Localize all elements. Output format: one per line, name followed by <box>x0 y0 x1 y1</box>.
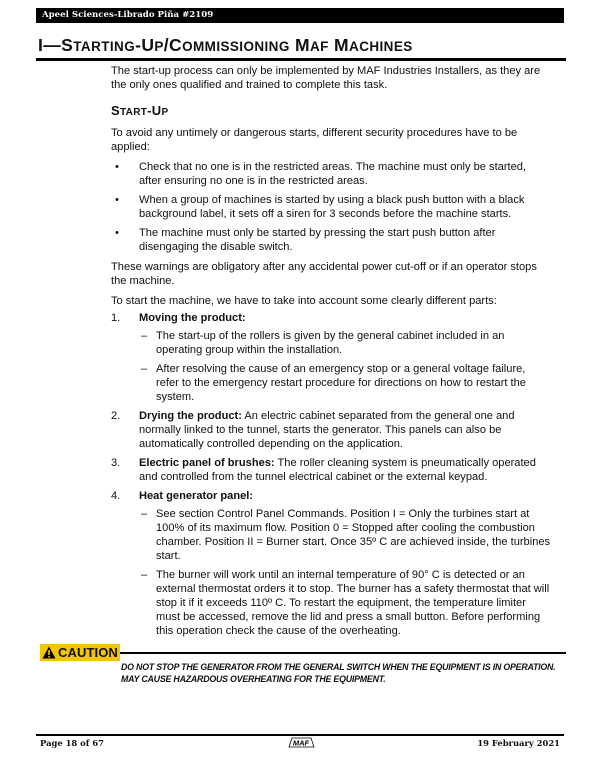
bullet-item: • When a group of machines is started by using a black push button with a black background label, it sets off a siren for 3 seconds before the machine starts. <box>111 193 551 221</box>
caution-line: MAY CAUSE HAZARDOUS OVERHEATING FOR THE EQUIPMENT. <box>121 674 386 684</box>
item-text: An electric cabinet separated from the general one and normally linked to the tunnel, starts the generator. This panels can also be automatically controlled depending on the application. <box>139 410 515 450</box>
numbered-list <box>111 311 551 638</box>
caution-rule <box>120 652 566 654</box>
page-number: Page 18 of 67 <box>40 738 104 748</box>
footer-date: 19 February 2021 <box>477 738 560 748</box>
bullet-item: • Check that no one is in the restricted areas. The machine must only be started, after ensuring no one is in the restricted areas. <box>111 160 551 188</box>
item-title: Heat generator panel: <box>139 490 254 502</box>
list-item-2 <box>111 409 551 451</box>
section-heading: START-UP <box>111 103 169 118</box>
item-text: The roller cleaning system is pneumatically operated and controlled from the tunnel electrical cabinet or the external keypad. <box>139 457 536 483</box>
title-rule <box>36 58 566 61</box>
sub-item: – The start-up of the rollers is given by the general cabinet included in an operating group within the installation. <box>139 329 551 357</box>
caution-text: CAUTION <box>58 645 118 660</box>
maf-logo <box>287 736 315 748</box>
document-body <box>111 64 551 643</box>
item-title: Moving the product: <box>139 312 246 324</box>
header-text: Apeel Sciences-Librado Piña #2109 <box>42 10 214 20</box>
sub-list <box>139 329 551 404</box>
item-title: Electric panel of brushes: <box>139 457 275 469</box>
item-number: 2. <box>111 410 121 422</box>
list-item-4 <box>111 489 551 638</box>
sub-list <box>139 507 551 638</box>
caution-line: DO NOT STOP THE GENERATOR FROM THE GENERAL SWITCH WHEN THE EQUIPMENT IS IN OPERATION. <box>121 662 556 672</box>
list-item-1 <box>111 311 551 404</box>
bullet-list <box>111 160 551 254</box>
intro-paragraph: The start-up process can only be implemented by MAF Industries Installers, as they are the only ones qualified and trained to complete this task. <box>111 65 541 91</box>
bullet-item: • The machine must only be started by pressing the start push button after disengaging the disable switch. <box>111 226 551 254</box>
list-item-3 <box>111 456 551 484</box>
item-number: 4. <box>111 490 121 502</box>
section-lead: To avoid any untimely or dangerous starts, different security procedures have to be applied: <box>111 127 518 153</box>
title-text: I—STARTING-UP/COMMISSIONING MAF MACHINES <box>38 35 413 55</box>
logo-text: MAF <box>292 738 310 748</box>
paragraph-parts: To start the machine, we have to take into account some clearly different parts: <box>111 295 497 307</box>
sub-item: – See section Control Panel Commands. Position I = Only the turbines start at 100% of its maximum flow. Position 0 = Stopped after cooling the combustion chamber. Position II = Burner start. Once 35º C are achieved inside, the turbines start. <box>139 507 551 563</box>
caution-label <box>40 644 120 661</box>
document-header <box>36 8 564 23</box>
caution-message <box>121 661 561 685</box>
item-title: Drying the product: <box>139 410 242 422</box>
page-title <box>38 35 568 57</box>
paragraph-warnings: These warnings are obligatory after any accidental power cut-off or if an operator stops the machine. <box>111 261 537 287</box>
warning-icon <box>42 646 56 659</box>
sub-item: – After resolving the cause of an emergency stop or a general voltage failure, refer to the emergency restart procedure for directions on how to restart the system. <box>139 362 551 404</box>
item-number: 1. <box>111 312 121 324</box>
item-number: 3. <box>111 457 121 469</box>
sub-item: – The burner will work until an internal temperature of 90° C is detected or an external thermostat orders it to stop. The burner has a safety thermostat that will stop it if it exceeds 110º C. To restart the equipment, the temperature limiter must be accessed, remove the lid and press a small button. Before performing this operation check the cause of the overheating. <box>139 568 551 638</box>
